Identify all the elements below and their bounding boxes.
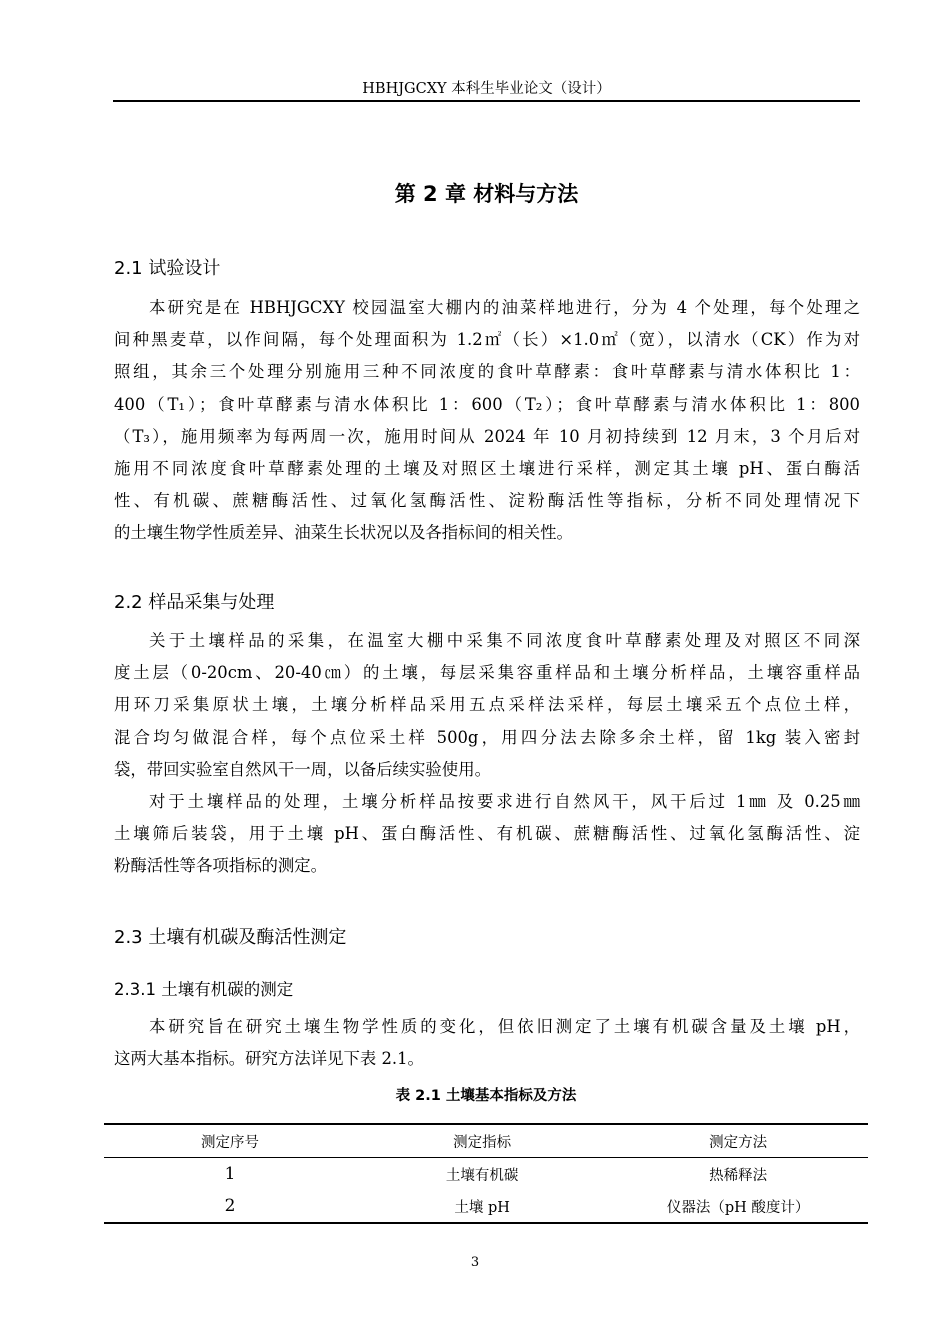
column-header: 测定方法 [709, 1134, 768, 1151]
methods-table [104, 1123, 868, 1224]
table-header-row [104, 1124, 868, 1158]
paragraph-line: 400（T₁）；食叶草酵素与清水体积比 1：600（T₂）；食叶草酵素与清水体积比 1：800 [114, 394, 860, 414]
paragraph-line: 间种黑麦草，以作间隔，每个处理面积为 1.2㎡（长）×1.0㎡（宽），以清水（CK）作为对 [114, 330, 860, 350]
column-header: 测定序号 [201, 1134, 260, 1151]
header-rule [113, 100, 860, 102]
paragraph-line: 袋，带回实验室自然风干一周，以备后续实验使用。 [114, 759, 491, 779]
paragraph-line: 用环刀采集原状土壤，土壤分析样品采用五点采样法采样，每层土壤采五个点位土样， [114, 695, 860, 715]
paragraph-line: （T₃），施用频率为每两周一次，施用时间从 2024 年 10 月初持续到 12 月末，3 个月后对 [114, 426, 860, 446]
section-heading-2-3: 2.3 土壤有机碳及酶活性测定 [114, 927, 347, 948]
paragraph-line: 照组，其余三个处理分别施用三种不同浓度的食叶草酵素：食叶草酵素与清水体积比 1： [114, 362, 860, 382]
chapter-title: 第 2 章 材料与方法 [394, 182, 579, 206]
paragraph-line: 混合均匀做混合样，每个点位采土样 500g，用四分法去除多余土样，留 1kg 装入密封 [114, 727, 860, 747]
table-cell: 仪器法（pH 酸度计） [666, 1199, 810, 1216]
paragraph-line: 关于土壤样品的采集，在温室大棚中采集不同浓度食叶草酵素处理及对照区不同深 [149, 631, 860, 650]
paragraph-line: 本研究旨在研究土壤生物学性质的变化，但依旧测定了土壤有机碳含量及土壤 pH， [149, 1017, 860, 1036]
column-header: 测定指标 [453, 1134, 512, 1151]
paragraph-line: 土壤筛后装袋，用于土壤 pH、蛋白酶活性、有机碳、蔗糖酶活性、过氧化氢酶活性、淀 [114, 824, 860, 844]
paragraph-line: 施用不同浓度食叶草酵素处理的土壤及对照区土壤进行采样，测定其土壤 pH、蛋白酶活 [114, 458, 860, 478]
table-cell: 土壤有机碳 [445, 1167, 519, 1184]
table-cell: 热稀释法 [709, 1167, 768, 1184]
page-number: 3 [470, 1255, 480, 1270]
table-cell: 2 [224, 1196, 236, 1216]
paragraph-line: 对于土壤样品的处理，土壤分析样品按要求进行自然风干，风干后过 1㎜ 及 0.25㎜ [149, 792, 860, 811]
section-heading-2-2: 2.2 样品采集与处理 [114, 592, 275, 613]
paragraph-line: 的土壤生物学性质差异、油菜生长状况以及各指标间的相关性。 [114, 523, 573, 543]
running-header: HBHJGCXY 本科生毕业论文（设计） [362, 81, 611, 97]
paragraph [114, 625, 860, 786]
paragraph [114, 1011, 860, 1075]
section-heading-2-1: 2.1 试验设计 [114, 258, 221, 279]
table-caption: 表 2.1 土壤基本指标及方法 [395, 1088, 577, 1104]
paragraph-line: 这两大基本指标。研究方法详见下表 2.1。 [114, 1049, 424, 1069]
paragraph-line: 粉酶活性等各项指标的测定。 [114, 856, 328, 876]
table-cell: 1 [224, 1164, 236, 1184]
table-cell: 土壤 pH [454, 1199, 510, 1216]
paragraph [114, 786, 860, 883]
table-row [104, 1158, 868, 1191]
table-row [104, 1190, 868, 1223]
paragraph-line: 度土层（0-20cm、20-40㎝）的土壤，每层采集容重样品和土壤分析样品，土壤容重样品 [114, 663, 860, 683]
paragraph-line: 本研究是在 HBHJGCXY 校园温室大棚内的油菜样地进行，分为 4 个处理，每个处理之 [149, 298, 860, 317]
paragraph [114, 292, 860, 550]
paragraph-line: 性、有机碳、蔗糖酶活性、过氧化氢酶活性、淀粉酶活性等指标，分析不同处理情况下 [114, 491, 860, 511]
subsection-heading-2-3-1: 2.3.1 土壤有机碳的测定 [114, 980, 294, 999]
